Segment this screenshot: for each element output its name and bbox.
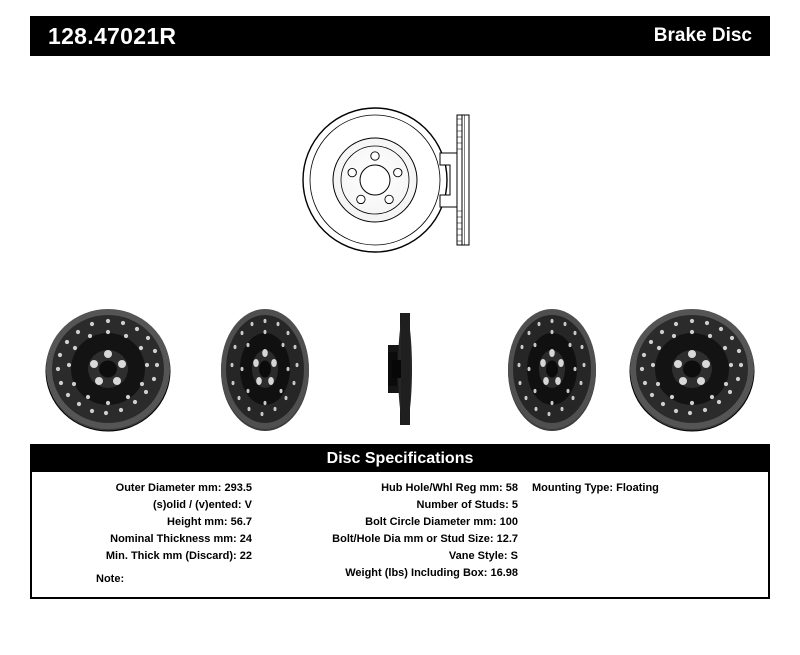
rotor-view-1	[38, 305, 178, 440]
spec-row	[258, 548, 518, 565]
spec-value: 24	[239, 533, 252, 545]
spec-row	[32, 548, 252, 565]
spec-label: Min. Thick mm (Discard):	[105, 550, 237, 562]
spec-value: 5	[511, 499, 518, 511]
spec-value: 58	[505, 482, 518, 494]
spec-value: 22	[239, 550, 252, 562]
spec-label: Hub Hole/Whl Reg mm:	[381, 482, 503, 494]
spec-label: Outer Diameter mm:	[115, 482, 222, 494]
top-illustration	[290, 95, 520, 270]
spec-label: Vane Style:	[448, 550, 508, 562]
brake-disc-top-drawing	[290, 95, 520, 270]
spec-value: 12.7	[496, 533, 518, 545]
spec-panel-title: Disc Specifications	[32, 446, 768, 472]
spec-column-left	[32, 480, 252, 565]
rotor-view-2	[205, 305, 325, 440]
spec-row	[258, 480, 518, 497]
spec-row	[32, 531, 252, 548]
part-number: 128.47021R	[48, 23, 177, 49]
spec-label: Height mm:	[167, 516, 228, 528]
spec-row	[32, 480, 252, 497]
spec-label: Bolt/Hole Dia mm or Stud Size:	[332, 533, 494, 545]
header-bar	[30, 16, 770, 56]
spec-row	[258, 565, 518, 582]
spec-label: Number of Studs:	[416, 499, 509, 511]
spec-value: 16.98	[490, 567, 518, 579]
note-row	[96, 573, 124, 585]
spec-value: 293.5	[224, 482, 252, 494]
disc-specifications-panel	[30, 444, 770, 599]
rotor-view-5	[622, 305, 762, 440]
brake-disc-face-view	[303, 108, 447, 252]
spec-value: V	[244, 499, 252, 511]
spec-label: Bolt Circle Diameter mm:	[365, 516, 497, 528]
rotor-view-row	[30, 305, 770, 435]
rotor-view-4	[492, 305, 612, 440]
spec-row	[32, 514, 252, 531]
spec-label: Nominal Thickness mm:	[110, 533, 237, 545]
spec-row	[258, 514, 518, 531]
spec-value: 100	[499, 516, 518, 528]
spec-column-middle	[258, 480, 518, 582]
rotor-view-3	[370, 305, 440, 440]
spec-label: Mounting Type:	[532, 482, 614, 494]
spec-row	[32, 497, 252, 514]
spec-label: (s)olid / (v)ented:	[152, 499, 242, 511]
spec-row	[532, 480, 762, 497]
spec-value: 56.7	[230, 516, 252, 528]
spec-label: Weight (lbs) Including Box:	[345, 567, 488, 579]
spec-value: S	[510, 550, 518, 562]
spec-row	[258, 531, 518, 548]
spec-row	[258, 497, 518, 514]
document-title: Brake Disc	[653, 25, 752, 46]
note-label: Note:	[96, 573, 125, 585]
spec-column-right	[532, 480, 762, 497]
spec-value: Floating	[616, 482, 659, 494]
